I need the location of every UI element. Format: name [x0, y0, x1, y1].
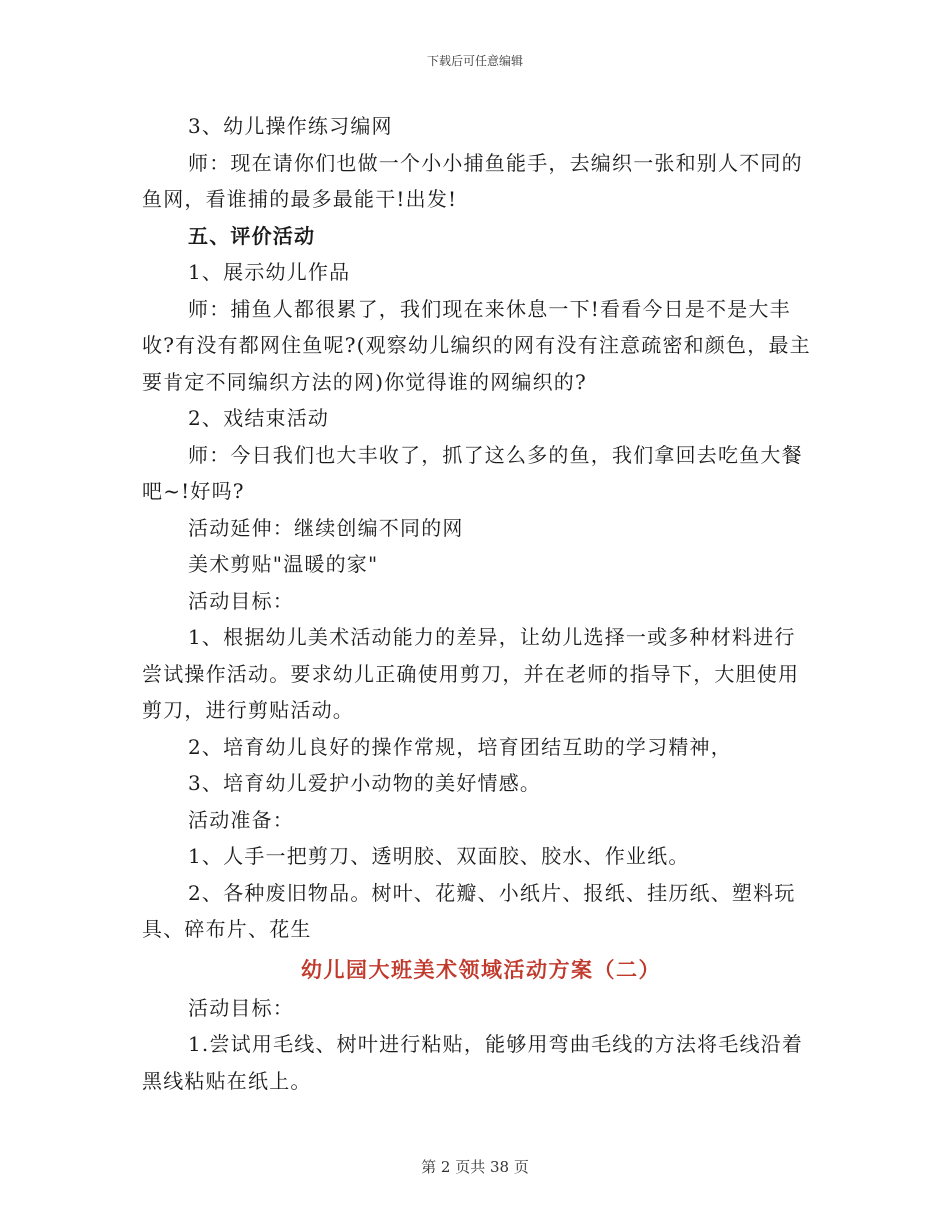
section-heading: 五、评价活动 — [188, 223, 316, 248]
paragraph: 2、戏结束活动 — [188, 406, 330, 430]
paragraph-group-after — [142, 990, 812, 1100]
paragraph: 2、培育幼儿良好的操作常规，培育团结互助的学习精神， — [188, 734, 732, 759]
paragraph: 活动延伸：继续创编不同的网 — [188, 515, 464, 540]
paragraph: 活动准备： — [188, 807, 294, 832]
paragraph: 1.尝试用毛线、树叶进行粘贴，能够用弯曲毛线的方法将毛线沿着黑线粘贴在纸上。 — [142, 1032, 804, 1093]
paragraph: 1、人手一把剪刀、透明胶、双面胶、胶水、作业纸。 — [188, 844, 690, 868]
paragraph-group-before — [142, 108, 812, 948]
paragraph: 师：捕鱼人都很累了，我们现在来休息一下!看看今日是不是大丰收?有没有都网住鱼呢?(观察幼儿编织的网有没有注意疏密和颜色，最主要肯定不同编织方法的网)你觉得谁的网编织的? — [142, 296, 811, 394]
paragraph: 1、展示幼儿作品 — [188, 260, 351, 284]
section-title: 幼儿园大班美术领域活动方案（二） — [301, 956, 661, 982]
paragraph: 2、各种废旧物品。树叶、花瓣、小纸片、报纸、挂历纸、塑料玩具、碎布片、花生 — [142, 880, 796, 941]
paragraph: 师：现在请你们也做一个小小捕鱼能手，去编织一张和别人不同的鱼网，看谁捕的最多最能干!出发! — [142, 150, 803, 211]
page-footer-number: 第 2 页共 38 页 — [421, 1158, 529, 1176]
paragraph: 美术剪贴"温暖的家" — [188, 552, 379, 576]
paragraph: 1、根据幼儿美术活动能力的差异，让幼儿选择一或多种材料进行尝试操作活动。要求幼儿正确使用剪刀，并在老师的指导下，大胆使用剪刀，进行剪贴活动。 — [142, 625, 800, 722]
paragraph: 师：今日我们也大丰收了，抓了这么多的鱼，我们拿回去吃鱼大餐吧~!好吗? — [142, 442, 803, 503]
paragraph: 3、培育幼儿爱护小动物的美好情感。 — [188, 771, 542, 795]
page-header-note: 下载后可任意编辑 — [426, 54, 523, 68]
paragraph: 3、幼儿操作练习编网 — [188, 114, 393, 138]
document-body — [142, 108, 812, 1099]
paragraph: 活动目标： — [188, 588, 294, 613]
paragraph: 活动目标： — [188, 995, 294, 1020]
